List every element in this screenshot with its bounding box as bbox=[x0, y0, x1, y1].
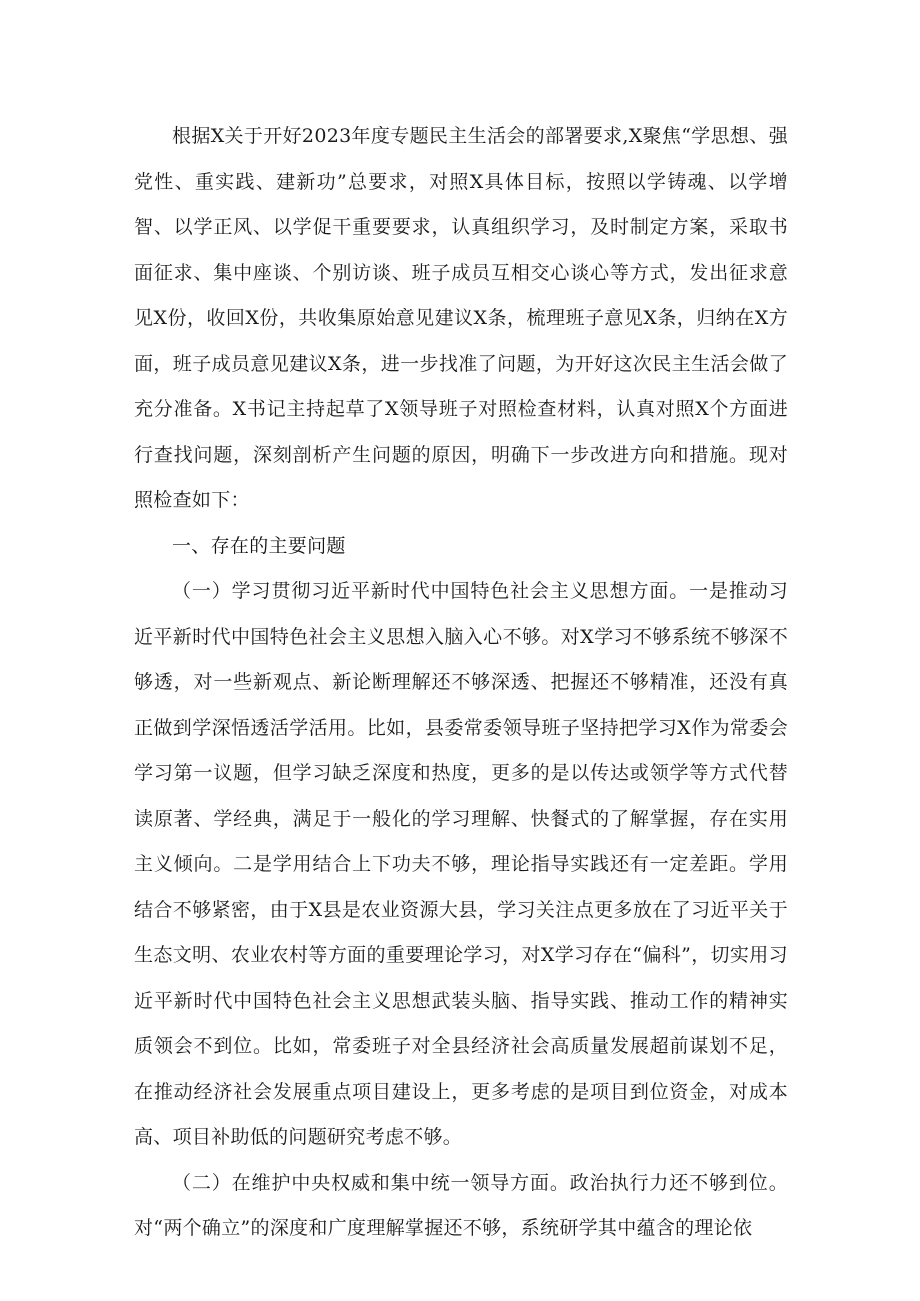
section-heading-main-problems: 一、存在的主要问题 bbox=[172, 534, 346, 557]
document-body bbox=[134, 114, 788, 1252]
section-1-paragraph: （一）学习贯彻习近平新时代中国特色社会主义思想方面。一是推动习近平新时代中国特色社会主义思想入脑入心不够。对X学习不够系统不够深不够透，对一些新观点、新论断理解还不够深透、把握还不够精准，还没有真正做到学深悟透活学活用。比如，县委常委领导班子坚持把学习X作为常委会学习第一议题，但学习缺乏深度和热度，更多的是以传达或领学等方式代替读原著、学经典，满足于一般化的学习理解、快餐式的了解掌握，存在实用主义倾向。二是学用结合上下功夫不够，理论指导实践还有一定差距。学用结合不够紧密，由于X县是农业资源大县，学习关注点更多放在了习近平关于生态文明、农业农村等方面的重要理论学习，对X学习存在“偏科”，切实用习近平新时代中国特色社会主义思想武装头脑、指导实践、推动工作的精神实质领会不到位。比如，常委班子对全县经济社会高质量发展超前谋划不足，在推动经济社会发展重点项目建设上，更多考虑的是项目到位资金，对成本高、项目补助低的问题研究考虑不够。 bbox=[134, 580, 788, 1148]
intro-paragraph: 根据X关于开好2023年度专题民主生活会的部署要求,X聚焦“学思想、强党性、重实践、建新功”总要求，对照X具体目标，按照以学铸魂、以学增智、以学正风、以学促干重要要求，认真组织学习，及时制定方案，采取书面征求、集中座谈、个别访谈、班子成员互相交心谈心等方式，发出征求意见X份，收回X份，共收集原始意见建议X条，梳理班子意见X条，归纳在X方面，班子成员意见建议X条，进一步找准了问题，为开好这次民主生活会做了充分准备。X书记主持起草了X领导班子对照检查材料，认真对照X个方面进行查找问题，深刻剖析产生问题的原因，明确下一步改进方向和措施。现对照检查如下： bbox=[134, 125, 788, 511]
section-2-paragraph: （二）在维护中央权威和集中统一领导方面。政治执行力还不够到位。对“两个确立”的深度和广度理解掌握还不够，系统研学其中蕴含的理论依 bbox=[134, 1171, 788, 1239]
